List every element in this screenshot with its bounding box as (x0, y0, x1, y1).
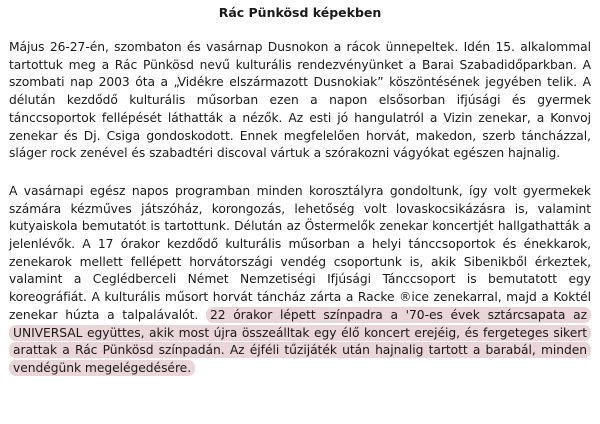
highlighted-text: 22 órakor lépett színpadra a '70-es évek sztárcsapata az UNIVERSAL együttes, akik most újra összeálltak egy élő koncert erejéig, és fergeteges sikert arattak a Rác Pünkösd színpadán. Az éjféli tűzijáték után hajnalig tartott a barabál, minden vendégünk megelégedésére. (9, 307, 591, 376)
article-paragraph-1: Május 26-27-én, szombaton és vasárnap Dusnokon a rácok ünnepeltek. Idén 15. alkalommal tartottuk meg a Rác Pünkösd nevű kulturális rendezvényünket a Barai Szabadidőparkban. A szombati nap 2003 óta a „Vidékre elszármazott Dusnokiak” köszöntésének jegyében telik. A délután kezdődő kulturális műsorban ezen a napon elsősorban ifjúsági és gyermek tánccsoportok fellépését láthatták a nézők. Az esti jó hangulatról a Vizin zenekar, a Konvoj zenekar és Dj. Csiga gondoskodott. Ennek megfelelően horvát, makedon, szerb táncházzal, sláger rock zenével és szabadtéri discoval vártuk a szórakozni vágyókat egészen hajnalig. (9, 40, 591, 161)
paragraph-2-text: A vasárnapi egész napos programban minden korosztályra gondoltunk, így volt gyermekek számára kézműves játszóház, korongozás, lehetőség volt lovaskocsikázásra is, valamint kutyaiskola bemutatót is tartottunk. Délután az Östermelők zenekar koncertjét hallgathatták a jelenlévők. A 17 órakor kezdődő kulturális műsorban a helyi tánccsoportok és énekkarok, zenekarok mellett fellépett horvátországi vendég csoportunk is, akik Sibenikből érkeztek, valamint a Ceglédberceli Német Nemzetiségi Ifjúsági Tánccsoport is bemutatott egy koreográfiát. A kulturális műsort horvát táncház zárta a Racke ®ice zenekarral, majd a Koktél zenekar húzta a talpalávalót. (9, 183, 591, 322)
article-paragraph-2 (9, 183, 591, 378)
article-title: Rác Pünkösd képekben (218, 5, 382, 20)
